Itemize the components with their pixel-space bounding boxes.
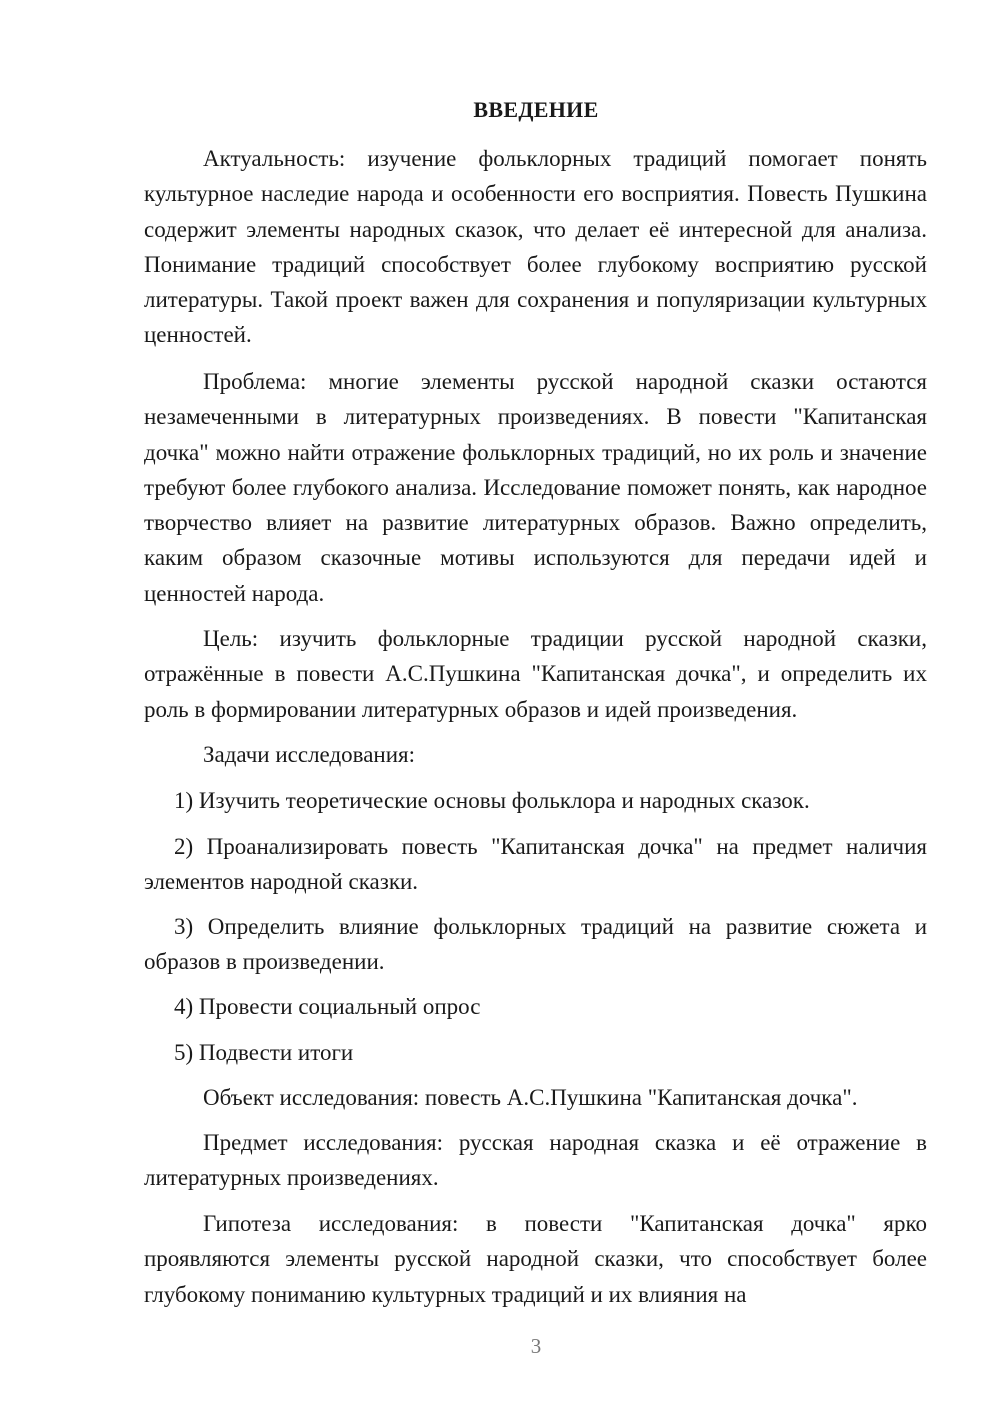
task-item: 5) Подвести итоги — [174, 1040, 354, 1065]
paragraph-subject: Предмет исследования: русская народная сказка и её отражение в литературных произведениях. — [144, 1130, 927, 1191]
task-item: 3) Определить влияние фольклорных традиций на развитие сюжета и образов в произведении. — [144, 914, 927, 975]
paragraph-goal: Цель: изучить фольклорные традиции русской народной сказки, отражённые в повести А.С.Пушкина "Капитанская дочка", и определить их роль в формировании литературных образов и идей произведения. — [144, 626, 927, 722]
paragraph-hypothesis: Гипотеза исследования: в повести "Капитанская дочка" ярко проявляются элементы русской народной сказки, что способствует более глубокому пониманию культурных традиций и их влияния на — [144, 1211, 927, 1307]
paragraph-relevance: Актуальность: изучение фольклорных традиций помогает понять культурное наследие народа и особенности его восприятия. Повесть Пушкина содержит элементы народных сказок, что делает её интересной для анализа. Понимание традиций способствует более глубокому восприятию русской литературы. Такой проект важен для сохранения и популяризации культурных ценностей. — [144, 146, 927, 348]
paragraph-object: Объект исследования: повесть А.С.Пушкина "Капитанская дочка". — [203, 1085, 858, 1110]
paragraph-problem: Проблема: многие элементы русской народной сказки остаются незамеченными в литературных произведениях. В повести "Капитанская дочка" можно найти отражение фольклорных традиций, но их роль и значение требуют более глубокого анализа. Исследование поможет понять, как народное творчество влияет на развитие литературных образов. Важно определить, каким образом сказочные мотивы используются для передачи идей и ценностей народа. — [144, 369, 927, 606]
task-item: 1) Изучить теоретические основы фольклора и народных сказок. — [174, 788, 810, 813]
task-item: 2) Проанализировать повесть "Капитанская дочка" на предмет наличия элементов народной сказки. — [144, 834, 927, 895]
tasks-heading: Задачи исследования: — [203, 742, 416, 767]
section-heading: ВВЕДЕНИЕ — [473, 97, 599, 122]
task-item: 4) Провести социальный опрос — [174, 994, 481, 1019]
page-number: 3 — [530, 1334, 542, 1358]
